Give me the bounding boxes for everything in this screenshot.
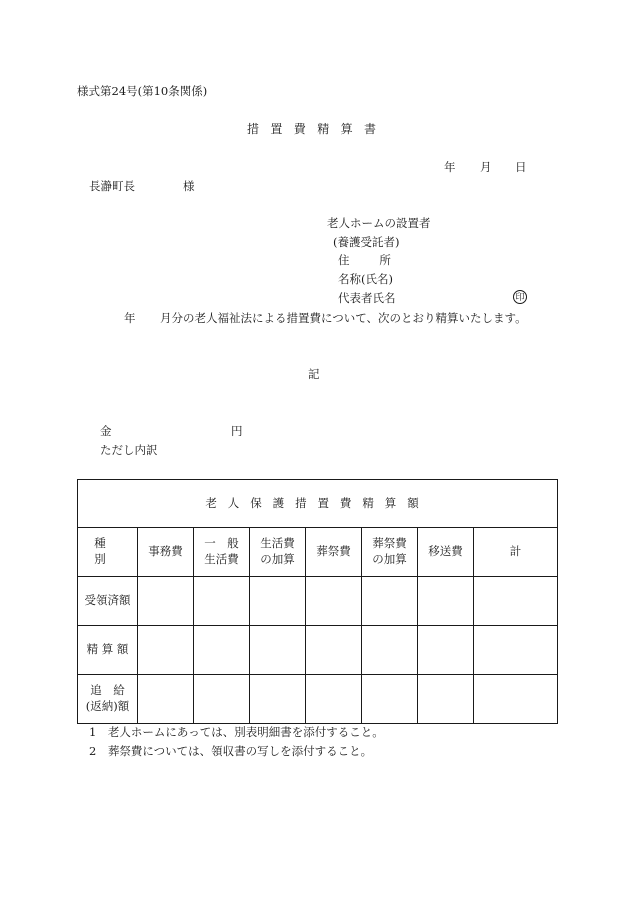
applicant-address-label: 住 所 — [338, 253, 394, 267]
table-cell[interactable] — [138, 675, 194, 724]
table-row — [78, 675, 558, 724]
date-day: 日 — [515, 160, 527, 174]
applicant-line2: (養護受託者) — [333, 235, 400, 249]
header-total: 計 — [474, 528, 558, 577]
table-cell[interactable] — [474, 626, 558, 675]
row-label-settlement: 精 算 額 — [78, 626, 138, 675]
applicant-representative-label: 代表者氏名 — [338, 291, 396, 305]
table-cell[interactable] — [194, 577, 250, 626]
ki-heading: 記 — [308, 367, 320, 381]
table-cell[interactable] — [474, 675, 558, 724]
table-cell[interactable] — [306, 675, 362, 724]
header-general-living: 一 般 生活費 — [194, 528, 250, 577]
row-label-received: 受領済額 — [78, 577, 138, 626]
header-transport-cost: 移送費 — [418, 528, 474, 577]
table-row — [78, 577, 558, 626]
header-category: 種 別 — [78, 528, 138, 577]
table-cell[interactable] — [250, 626, 306, 675]
table-cell[interactable] — [418, 675, 474, 724]
amount-yen: 円 — [231, 424, 243, 438]
addressee-name: 長瀞町長 — [89, 179, 135, 193]
row-label-additional: 追 給 (返納)額 — [78, 675, 138, 724]
applicant-name-label: 名称(氏名) — [338, 272, 393, 286]
table-row — [78, 626, 558, 675]
table-cell[interactable] — [362, 577, 418, 626]
header-funeral-addition: 葬祭費 の加算 — [362, 528, 418, 577]
table-cell[interactable] — [194, 626, 250, 675]
table-cell[interactable] — [474, 577, 558, 626]
table-cell[interactable] — [138, 577, 194, 626]
seal-mark: 印 — [513, 290, 527, 304]
form-number: 様式第24号(第10条関係) — [77, 84, 208, 98]
note-2: 2 葬祭費については、領収書の写しを添付すること。 — [89, 744, 373, 758]
applicant-line1: 老人ホームの設置者 — [327, 216, 431, 230]
date-month: 月 — [480, 160, 492, 174]
table-cell[interactable] — [138, 626, 194, 675]
table-cell[interactable] — [194, 675, 250, 724]
breakdown-label: ただし内訳 — [100, 443, 158, 457]
table-cell[interactable] — [250, 675, 306, 724]
table-cell[interactable] — [250, 577, 306, 626]
addressee-honorific: 様 — [183, 179, 195, 193]
table-cell[interactable] — [362, 626, 418, 675]
settlement-table — [77, 479, 558, 724]
header-funeral-cost: 葬祭費 — [306, 528, 362, 577]
header-admin-cost: 事務費 — [138, 528, 194, 577]
table-cell[interactable] — [418, 577, 474, 626]
body-year: 年 — [124, 311, 136, 325]
body-text: 月分の老人福祉法による措置費について、次のとおり精算いたします。 — [160, 311, 527, 325]
table-cell[interactable] — [306, 626, 362, 675]
table-title: 老人保護措置費精算額 — [78, 480, 558, 528]
table-cell[interactable] — [306, 577, 362, 626]
header-living-addition: 生活費 の加算 — [250, 528, 306, 577]
table-title-row — [78, 480, 558, 528]
document-title: 措置費精算書 — [247, 122, 388, 136]
note-1: 1 老人ホームにあっては、別表明細書を添付すること。 — [89, 725, 384, 739]
table-header-row — [78, 528, 558, 577]
table-cell[interactable] — [418, 626, 474, 675]
date-year: 年 — [444, 160, 456, 174]
table-cell[interactable] — [362, 675, 418, 724]
amount-kin: 金 — [100, 424, 112, 438]
